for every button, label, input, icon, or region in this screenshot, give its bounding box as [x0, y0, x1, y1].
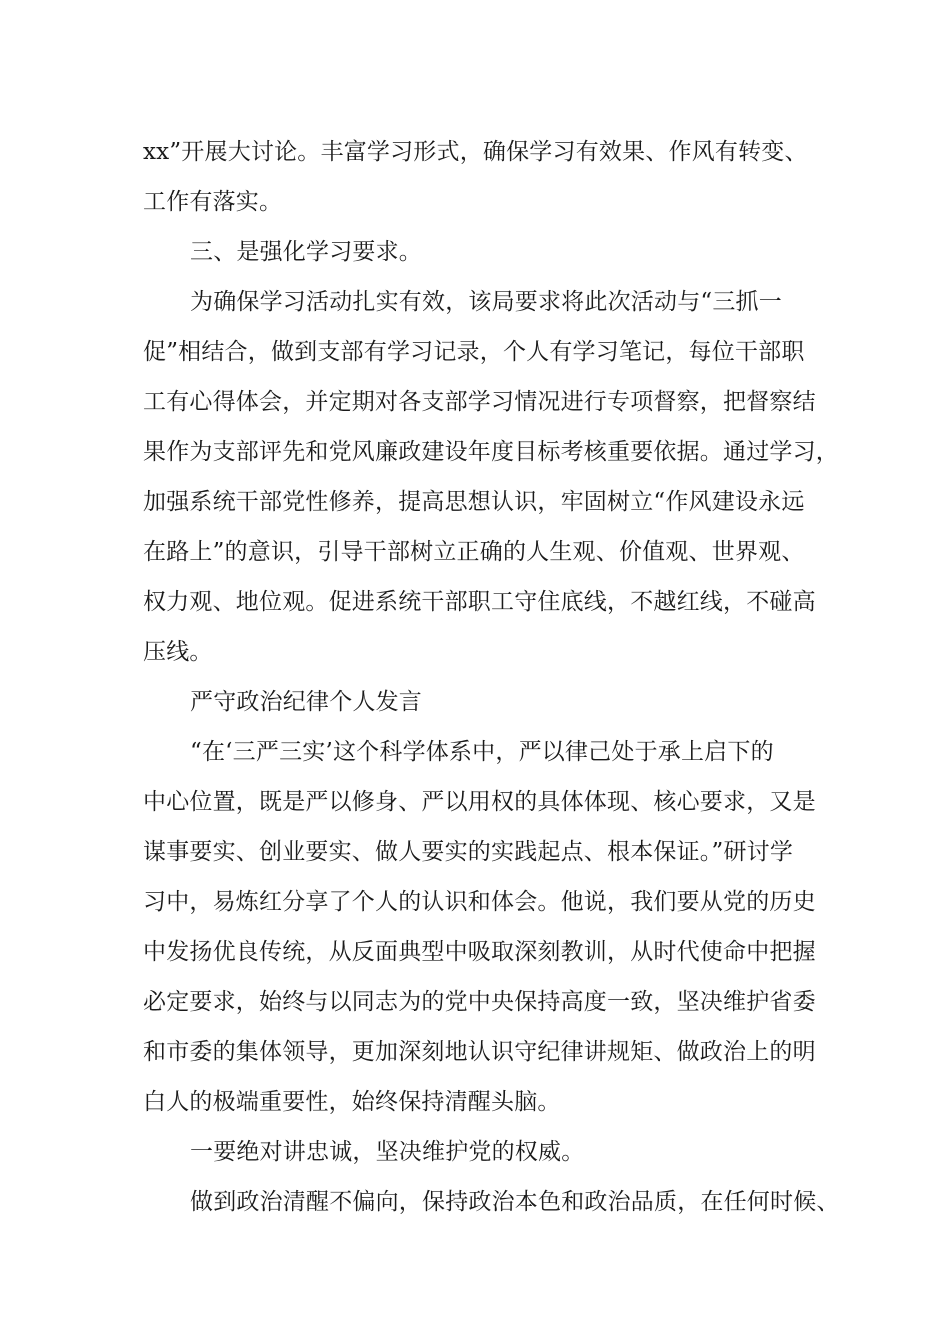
- text-line: xx”开展大讨论。丰富学习形式，确保学习有效果、作风有转变、: [143, 139, 808, 165]
- paragraph-start: 做到政治清醒不偏向，保持政治本色和政治品质，在任何时候、: [190, 1189, 840, 1215]
- text-line: 压线。: [143, 639, 213, 665]
- paragraph-start: 为确保学习活动扎实有效，该局要求将此次活动与“三抓一: [190, 289, 782, 315]
- section-heading: 三、是强化学习要求。: [190, 239, 422, 265]
- article-title: 严守政治纪律个人发言: [190, 689, 422, 715]
- text-line: 和市委的集体领导，更加深刻地认识守纪律讲规矩、做政治上的明: [143, 1039, 816, 1065]
- text-line: 工有心得体会，并定期对各支部学习情况进行专项督察，把督察结: [143, 389, 816, 415]
- section-heading: 一要绝对讲忠诚，坚决维护党的权威。: [190, 1139, 585, 1165]
- text-line: 工作有落实。: [143, 189, 283, 215]
- text-line: 促”相结合，做到支部有学习记录，个人有学习笔记，每位干部职: [143, 339, 805, 365]
- text-line: 中发扬优良传统，从反面典型中吸取深刻教训，从时代使命中把握: [143, 939, 816, 965]
- paragraph-start: “在‘三严三实’这个科学体系中，严以律己处于承上启下的: [190, 739, 774, 765]
- text-line: 谋事要实、创业要实、做人要实的实践起点、根本保证。”研讨学: [143, 839, 794, 865]
- text-line: 在路上”的意识，引导干部树立正确的人生观、价值观、世界观、: [143, 539, 805, 565]
- text-line: 果作为支部评先和党风廉政建设年度目标考核重要依据。通过学习，: [143, 439, 839, 465]
- text-line: 必定要求，始终与以同志为的党中央保持高度一致，坚决维护省委: [143, 989, 816, 1015]
- text-line: 中心位置，既是严以修身、严以用权的具体体现、核心要求，又是: [143, 789, 816, 815]
- text-line: 权力观、地位观。促进系统干部职工守住底线，不越红线，不碰高: [143, 589, 816, 615]
- text-line: 习中，易炼红分享了个人的认识和体会。他说，我们要从党的历史: [143, 889, 816, 915]
- text-line: 白人的极端重要性，始终保持清醒头脑。: [143, 1089, 561, 1115]
- text-line: 加强系统干部党性修养，提高思想认识，牢固树立“作风建设永远: [143, 489, 805, 515]
